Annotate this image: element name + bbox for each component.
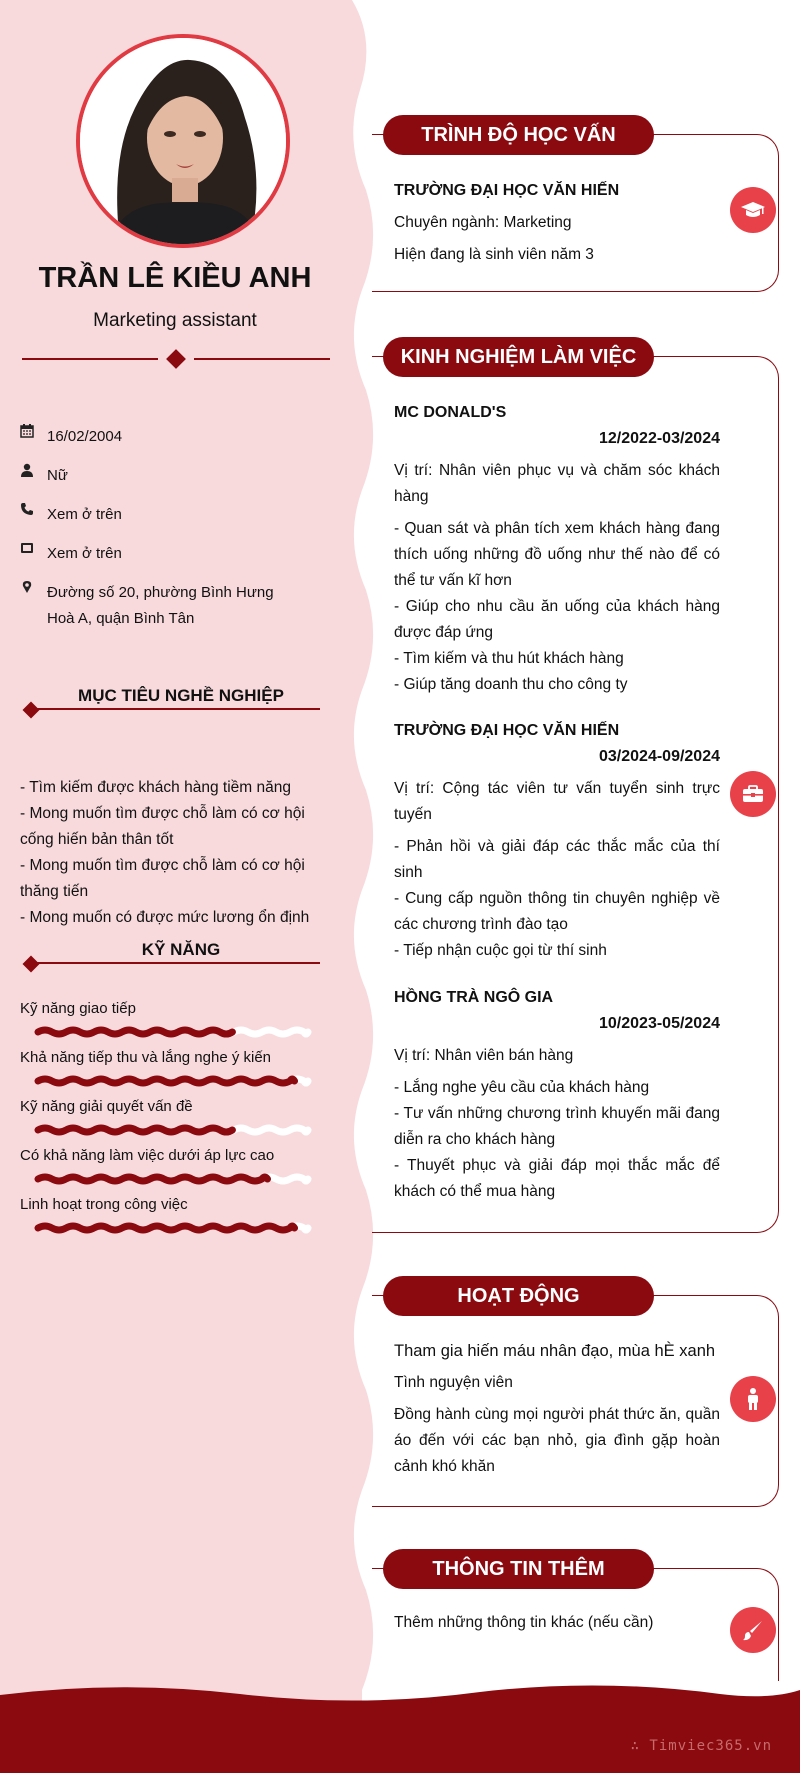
address-line-2: Hoà A, quận Bình Tân <box>47 610 195 627</box>
company-name: HỒNG TRÀ NGÔ GIA <box>394 989 554 1006</box>
phone-text: Xem ở trên <box>47 506 122 523</box>
objective-list <box>20 775 320 931</box>
avatar-photo <box>80 38 286 244</box>
skill-name: Kỹ năng giao tiếp <box>20 1000 136 1017</box>
skill-name: Có khả năng làm việc dưới áp lực cao <box>20 1147 275 1164</box>
skill-bar-fill <box>38 1030 232 1034</box>
contact-phone <box>20 502 122 528</box>
company-name: MC DONALD'S <box>394 404 507 421</box>
job-line: - Quan sát và phân tích xem khách hàng đang thích uống những đồ uống như thế nào để có thể tư vấn kĩ hơn <box>394 520 720 589</box>
gender-text: Nữ <box>47 467 68 484</box>
candidate-name: TRẦN LÊ KIỀU ANH <box>38 262 312 294</box>
phone-icon <box>20 502 47 528</box>
job-line: Vị trí: Cộng tác viên tư vấn tuyển sinh trực tuyến <box>394 780 720 823</box>
calendar-icon <box>20 424 47 450</box>
job-line: - Giúp cho nhu cầu ăn uống của khách hàng được đáp ứng <box>394 598 720 641</box>
skill-item <box>20 1000 325 1042</box>
activities-body <box>394 1338 720 1480</box>
education-body <box>394 178 720 268</box>
job-entry <box>394 718 720 964</box>
watermark: ∴ Timviec365.vn <box>630 1738 772 1754</box>
contact-address <box>20 580 274 632</box>
contact-birthdate <box>20 424 122 450</box>
objective-line: cống hiến bản thân tốt <box>20 831 174 848</box>
activity-desc: Đồng hành cùng mọi người phát thức ăn, quần áo đến với các bạn nhỏ, gia đình gặp hoàn cảnh khó khăn <box>394 1406 720 1475</box>
education-heading: TRÌNH ĐỘ HỌC VẤN <box>383 115 654 155</box>
brush-icon <box>730 1607 776 1653</box>
birthdate-text: 16/02/2004 <box>47 428 123 445</box>
job-line: - Tìm kiếm và thu hút khách hàng <box>394 650 624 667</box>
skill-item <box>20 1147 325 1189</box>
job-line: - Lắng nghe yêu cầu của khách hàng <box>394 1079 650 1096</box>
skill-item <box>20 1049 325 1091</box>
extra-body <box>394 1610 720 1636</box>
job-line: - Cung cấp nguồn thông tin chuyên nghiệp về các chương trình đào tạo <box>394 890 720 933</box>
skill-bar <box>34 1218 314 1238</box>
job-line: - Tiếp nhận cuộc gọi từ thí sinh <box>394 942 607 959</box>
school-name: TRƯỜNG ĐẠI HỌC VĂN HIẾN <box>394 182 620 199</box>
job-line: Vị trí: Nhân viên phục vụ và chăm sóc khách hàng <box>394 462 720 505</box>
skill-item <box>20 1196 325 1238</box>
footer-wave <box>0 1680 800 1773</box>
company-name: TRƯỜNG ĐẠI HỌC VĂN HIẾN <box>394 722 620 739</box>
objective-line: - Mong muốn tìm được chỗ làm có cơ hội <box>20 857 305 874</box>
location-icon <box>20 580 47 632</box>
job-date: 03/2024-09/2024 <box>599 748 720 765</box>
job-line: - Tư vấn những chương trình khuyến mãi đang diễn ra cho khách hàng <box>394 1105 720 1148</box>
job-date: 10/2023-05/2024 <box>599 1015 720 1032</box>
job-line: - Thuyết phục và giải đáp mọi thắc mắc để khách có thể mua hàng <box>394 1157 720 1200</box>
contact-gender <box>20 463 68 489</box>
skill-name: Kỹ năng giải quyết vấn đề <box>20 1098 193 1115</box>
skill-bar-fill <box>38 1079 295 1083</box>
job-line: Vị trí: Nhân viên bán hàng <box>394 1047 574 1064</box>
name-divider <box>22 347 330 371</box>
activities-heading: HOẠT ĐỘNG <box>383 1276 654 1316</box>
contact-email <box>20 541 122 567</box>
avatar <box>76 34 290 248</box>
skill-bar-fill <box>38 1128 232 1132</box>
job-entry <box>394 985 720 1205</box>
skill-bar <box>34 1120 314 1140</box>
objective-line: - Mong muốn tìm được chỗ làm có cơ hội <box>20 805 305 822</box>
email-text: Xem ở trên <box>47 545 122 562</box>
diamond-icon <box>23 956 40 973</box>
skill-bar <box>34 1071 314 1091</box>
skill-bar <box>34 1169 314 1189</box>
activity-role: Tình nguyện viên <box>394 1374 513 1391</box>
skill-name: Linh hoạt trong công việc <box>20 1196 188 1213</box>
person-icon <box>730 1376 776 1422</box>
activity-title: Tham gia hiến máu nhân đạo, mùa hÈ xanh <box>394 1342 716 1360</box>
job-title: Marketing assistant <box>93 310 257 331</box>
extra-heading: THÔNG TIN THÊM <box>383 1549 654 1589</box>
skill-bar <box>34 1022 314 1042</box>
objective-heading: MỤC TIÊU NGHỀ NGHIỆP <box>22 686 320 716</box>
status-text: Hiện đang là sinh viên năm 3 <box>394 246 594 263</box>
job-entry <box>394 400 720 698</box>
skill-bar-fill <box>38 1177 268 1181</box>
objective-line: thăng tiến <box>20 883 89 900</box>
email-icon <box>20 541 47 567</box>
objective-line: - Tìm kiếm được khách hàng tiềm năng <box>20 779 291 796</box>
skill-bar-fill <box>38 1226 295 1230</box>
graduation-cap-icon <box>730 187 776 233</box>
job-line: - Phản hồi và giải đáp các thắc mắc của thí sinh <box>394 838 720 881</box>
briefcase-icon <box>730 771 776 817</box>
experience-heading: KINH NGHIỆM LÀM VIỆC <box>383 337 654 377</box>
job-line: - Giúp tăng doanh thu cho công ty <box>394 676 628 693</box>
extra-text: Thêm những thông tin khác (nếu cần) <box>394 1614 654 1631</box>
skill-name: Khả năng tiếp thu và lắng nghe ý kiến <box>20 1049 272 1066</box>
major-text: Chuyên ngành: Marketing <box>394 214 572 231</box>
address-line-1: Đường số 20, phường Bình Hưng <box>47 584 274 601</box>
job-date: 12/2022-03/2024 <box>599 430 720 447</box>
user-icon <box>20 463 47 489</box>
objective-line: - Mong muốn có được mức lương ổn định <box>20 909 310 926</box>
skill-item <box>20 1098 325 1140</box>
diamond-icon <box>23 702 40 719</box>
skills-heading: KỸ NĂNG <box>22 940 320 970</box>
